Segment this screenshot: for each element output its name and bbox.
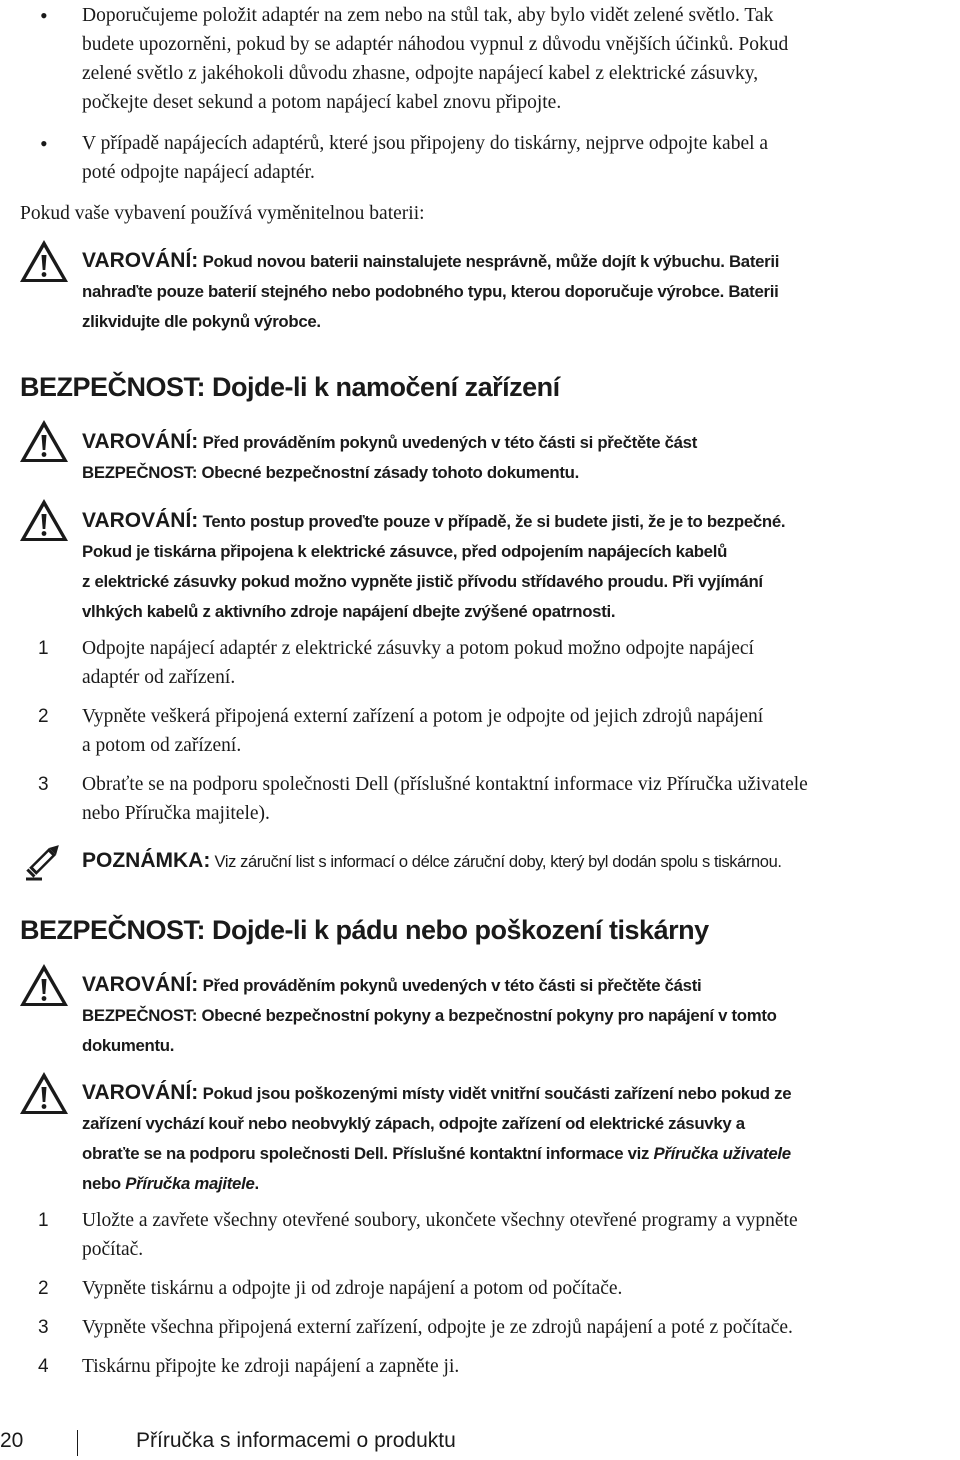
warning-wet-read-first: VAROVÁNÍ: Před prováděním pokynů uvedených v této části si přečtěte část BEZPEČNOST: Obecné bezpečnostní zásady tohoto dokumentu. [82,430,697,482]
warning-label: VAROVÁNÍ: [82,509,199,532]
section-heading-wet: BEZPEČNOST: Dojde-li k namočení zařízení [20,372,560,402]
warning-label: VAROVÁNÍ: [82,249,199,272]
warning-icon [18,962,70,1008]
note-label: POZNÁMKA: [82,849,211,872]
manual-reference: Příručka uživatele [653,1144,791,1163]
section-heading-damage: BEZPEČNOST: Dojde-li k pádu nebo poškození tiskárny [20,915,709,945]
warning-icon [18,1070,70,1116]
step-number: 2 [38,706,49,727]
warning-label: VAROVÁNÍ: [82,430,199,453]
step-number: 2 [38,1278,49,1299]
note-warranty: POZNÁMKA: Viz záruční list s informací o délce záruční doby, který byl dodán spolu s tiskárnou. [82,849,782,872]
step-number: 1 [38,638,49,659]
warning-wet-safety: VAROVÁNÍ: Tento postup proveďte pouze v případě, že si budete jisti, že je to bezpečné. Pokud je tiskárna připojena k elektrické zásuvce, před odpojením napájecích kabelů z elektrické zásuvky pokud možno vypněte jistič přívodu střídavého proudu. Při vyjímání vlhkých kabelů z aktivního zdroje napájení dbejte zvýšené opatrnosti. [82,509,786,621]
pencil-note-icon [22,838,66,882]
warning-label: VAROVÁNÍ: [82,1081,199,1104]
step-wet-2: Vypněte veškerá připojená externí zařízení a potom je odpojte od jejich zdrojů napájení a potom od zařízení. [82,706,764,756]
footer-title: Příručka s informacemi o produktu [136,1429,456,1452]
warning-icon [18,418,70,464]
footer-divider [77,1430,78,1456]
step-number: 3 [38,774,49,795]
battery-intro: Pokud vaše vybavení používá vyměnitelnou baterii: [20,203,425,224]
warning-damage-read-first: VAROVÁNÍ: Před prováděním pokynů uvedených v této části si přečtěte části BEZPEČNOST: Obecné bezpečnostní pokyny a bezpečnostní pokyny pro napájení v tomto dokumentu. [82,973,777,1055]
warning-label: VAROVÁNÍ: [82,973,199,996]
bullet-marker: • [40,3,48,28]
warning-icon [18,497,70,543]
step-damage-2: Vypněte tiskárnu a odpojte ji od zdroje napájení a potom od počítače. [82,1278,623,1299]
step-number: 4 [38,1356,49,1377]
manual-reference: Příručka majitele [125,1174,255,1193]
step-wet-3: Obraťte se na podporu společnosti Dell (příslušné kontaktní informace viz Příručka uživatele nebo Příručka majitele). [82,774,808,824]
warning-damage-smoke: VAROVÁNÍ: Pokud jsou poškozenými místy vidět vnitřní součásti zařízení nebo pokud ze zařízení vychází kouř nebo neobvyklý zápach, odpojte zařízení od elektrické zásuvky a obraťte se na podporu společnosti Dell. Příslušné kontaktní informace viz Příručka uživatele nebo Příručka majitele. [82,1081,792,1193]
bullet-marker: • [40,131,48,156]
warning-icon [18,238,70,284]
step-number: 3 [38,1317,49,1338]
step-wet-1: Odpojte napájecí adaptér z elektrické zásuvky a potom pokud možno odpojte napájecí adaptér od zařízení. [82,638,754,688]
step-damage-3: Vypněte všechna připojená externí zařízení, odpojte je ze zdrojů napájení a poté z počítače. [82,1317,793,1338]
step-number: 1 [38,1210,49,1231]
bullet-adapter-light: Doporučujeme položit adaptér na zem nebo na stůl tak, aby bylo vidět zelené světlo. Tak budete upozorněni, pokud by se adaptér náhodou vypnul z důvodu vnějších účinků. Pokud zelené světlo z jakéhokoli důvodu zhasne, odpojte napájecí kabel z elektrické zásuvky, počkejte deset sekund a potom napájecí kabel znovu připojte. [82,5,789,113]
step-damage-4: Tiskárnu připojte ke zdroji napájení a zapněte ji. [82,1356,460,1377]
bullet-adapter-disconnect: V případě napájecích adaptérů, které jsou připojeny do tiskárny, nejprve odpojte kabel a poté odpojte napájecí adaptér. [82,133,769,183]
warning-battery: VAROVÁNÍ: Pokud novou baterii nainstalujete nesprávně, může dojít k výbuchu. Baterii nahraďte pouze baterií stejného nebo podobného typu, kterou doporučuje výrobce. Baterii zlikvidujte dle pokynů výrobce. [82,249,780,331]
step-damage-1: Uložte a zavřete všechny otevřené soubory, ukončete všechny otevřené programy a vypněte počítač. [82,1210,798,1260]
page-number: 20 [0,1429,24,1452]
